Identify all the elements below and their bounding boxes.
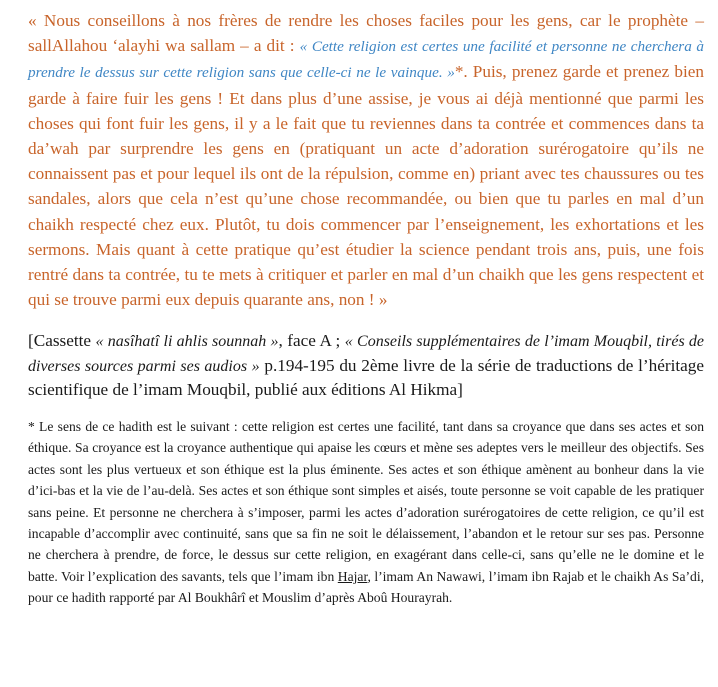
source-middle: , face A ; bbox=[278, 331, 345, 351]
quote-opening-text: « Nous conseillons à nos frères de rendre les choses faciles pour les gens, car le prophète – sallAllahou ‘alayhi wa sallam – a dit : bbox=[28, 11, 704, 56]
footnote-underlined-name: Hajar bbox=[337, 568, 368, 584]
footnote bbox=[28, 416, 704, 609]
footnote-text-before: * Le sens de ce hadith est le suivant : cette religion est certes une facilité, tant dans sa croyance que dans ses actes et son éthique. Sa croyance est la croyance authentique qui apaise les cœurs et mène ses adeptes vers le meilleur des objectifs. Ses actes sont les plus vertueux et son éthique est la plus éminente. Ses actes et son éthique amènent au bonheur dans la vie d’ici-bas et la vie de l’au-delà. Ses actes et son éthique sont simples et aisés, toute personne se voit capable de les pratiquer sans peine. Et personne ne cherchera à s’imposer, parmi les actes d’adoration surérogatoires de cette religion, ce qu’il est incapable d’accomplir avec continuité, sans que sa fin ne soit le délaissement, l’abandon et le retour sur ses pas. Personne ne cherchera à prendre, de force, le dessus sur cette religion, en exagérant dans celle-ci, sans qu’elle ne le domine et le batte. Voir l’explication des savants, tels que l’imam ibn bbox=[28, 418, 704, 584]
hadith-text: « Cette religion est certes une facilité et personne ne cherchera à prendre le dessus sur cette religion sans que celle-ci ne le vainque. » bbox=[28, 38, 704, 82]
quote-paragraph bbox=[28, 8, 704, 312]
cassette-title: « nasîhatî li ahlis sounnah » bbox=[95, 333, 279, 351]
footnote-text-after: , l’imam An Nawawi, l’imam ibn Rajab et le chaikh As Sa’di, pour ce hadith rapporté par Al Boukhârî et Mouslim d’après Aboû Hourayrah. bbox=[28, 568, 704, 606]
book-title: « Conseils supplémentaires de l’imam Mouqbil, tirés de diverses sources parmi ses audios » bbox=[28, 333, 704, 375]
source-suffix: p.194-195 du 2ème livre de la série de traductions de l’héritage scientifique de l’imam Mouqbil, publié aux éditions Al Hikma] bbox=[28, 355, 704, 400]
quote-continuation-text: *. Puis, prenez garde et prenez bien garde à faire fuir les gens ! Et dans plus d’une assise, je vous ai déjà mentionné que parmi les choses qui font fuir les gens, il y a le fait que tu reviennes dans ta contrée et commences dans ta da’wah par surprendre les gens en (pratiquant un acte d’adoration surérogatoire qu’ils ne connaissent pas et pour lequel ils ont de la répulsion, comme en) priant avec tes chaussures ou tes sandales, alors que cela n’est qu’une chose recommandée, ou bien que tu parles en mal d’un chaikh respecté chez eux. Plutôt, tu dois commencer par l’enseignement, les exhortations et les sermons. Mais quant à cette pratique qu’est étudier la science pendant trois ans, puis, une fois rentré dans ta contrée, tu te mets à critiquer et parler en mal d’un chaikh que les gens respectent et qui se trouve parmi eux depuis quarante ans, non ! » bbox=[28, 62, 704, 310]
source-citation bbox=[28, 329, 704, 402]
source-prefix: [Cassette bbox=[28, 331, 96, 351]
